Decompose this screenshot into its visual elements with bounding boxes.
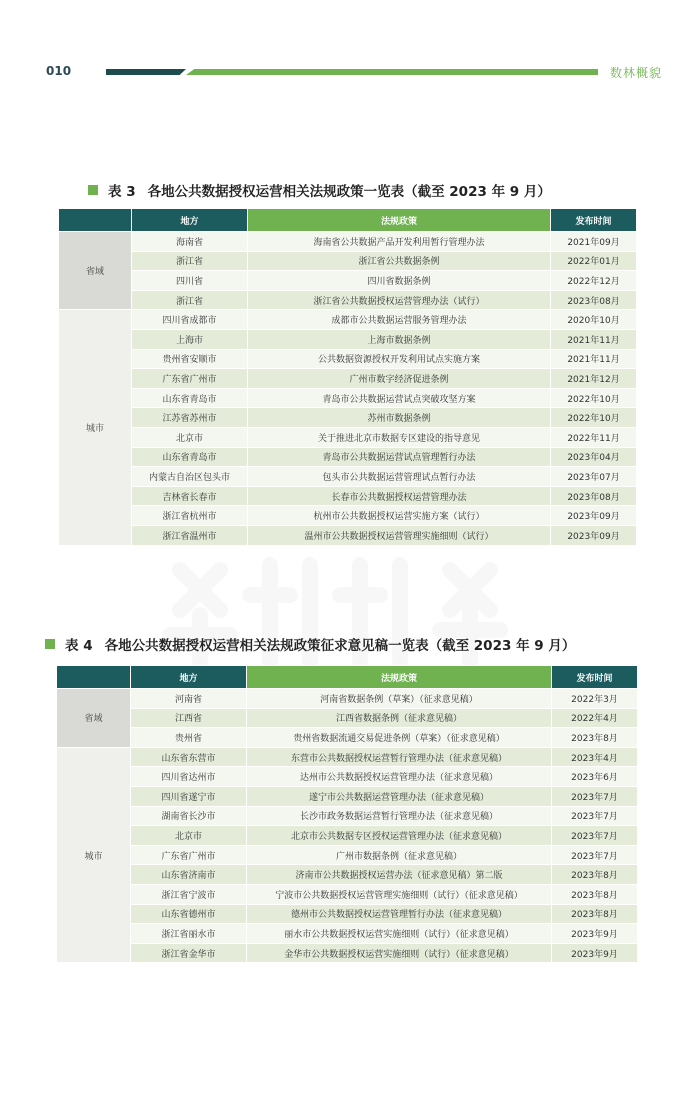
table-row (57, 689, 638, 709)
cell-policy: 贵州省数据流通交易促进条例（草案）（征求意见稿） (247, 728, 552, 748)
table-row (59, 271, 637, 291)
cell-policy: 浙江省公共数据授权运营管理办法（试行） (248, 290, 551, 310)
header-bar-dark (106, 69, 186, 75)
cell-place: 上海市 (132, 329, 248, 349)
cell-date: 2023年7月 (552, 826, 638, 846)
cell-date: 2023年8月 (552, 865, 638, 885)
table3-col-date: 发布时间 (551, 209, 637, 232)
cell-policy: 长春市公共数据授权运营管理办法 (248, 486, 551, 506)
cell-date: 2023年9月 (552, 943, 638, 963)
cell-place: 四川省 (132, 271, 248, 291)
cell-date: 2021年11月 (551, 349, 637, 369)
region-group-city: 城市 (57, 747, 131, 963)
cell-date: 2020年10月 (551, 310, 637, 330)
cell-policy: 广州市数据条例（征求意见稿） (247, 845, 552, 865)
cell-policy: 海南省公共数据产品开发利用暂行管理办法 (248, 232, 551, 252)
cell-place: 北京市 (131, 826, 247, 846)
cell-date: 2023年4月 (552, 747, 638, 767)
cell-place: 四川省达州市 (131, 767, 247, 787)
table-row (57, 826, 638, 846)
cell-policy: 济南市公共数据授权运营办法（征求意见稿）第二版 (247, 865, 552, 885)
cell-place: 浙江省杭州市 (132, 506, 248, 526)
cell-place: 贵州省 (131, 728, 247, 748)
section-title: 数林概貌 (610, 66, 663, 80)
table-row (57, 845, 638, 865)
table-row (59, 349, 637, 369)
cell-policy: 丽水市公共数据授权运营实施细则（试行）（征求意见稿） (247, 924, 552, 944)
cell-policy: 上海市数据条例 (248, 329, 551, 349)
cell-policy: 北京市公共数据专区授权运营管理办法（征求意见稿） (247, 826, 552, 846)
cell-policy: 公共数据资源授权开发利用试点实施方案 (248, 349, 551, 369)
table4-header-row (57, 666, 638, 689)
cell-place: 湖南省长沙市 (131, 806, 247, 826)
table-row (59, 310, 637, 330)
cell-date: 2022年10月 (551, 408, 637, 428)
table-row (59, 427, 637, 447)
cell-policy: 长沙市政务数据运营暂行管理办法（征求意见稿） (247, 806, 552, 826)
cell-place: 浙江省 (132, 251, 248, 271)
cell-place: 山东省青岛市 (132, 388, 248, 408)
cell-place: 四川省遂宁市 (131, 786, 247, 806)
table-row (57, 865, 638, 885)
cell-place: 海南省 (132, 232, 248, 252)
cell-policy: 包头市公共数据运营管理试点暂行办法 (248, 467, 551, 487)
cell-policy: 浙江省公共数据条例 (248, 251, 551, 271)
table-row (59, 232, 637, 252)
cell-place: 浙江省宁波市 (131, 884, 247, 904)
cell-place: 广东省广州市 (132, 369, 248, 389)
cell-place: 浙江省金华市 (131, 943, 247, 963)
cell-policy: 青岛市公共数据运营试点突破攻坚方案 (248, 388, 551, 408)
cell-date: 2022年11月 (551, 427, 637, 447)
table-row (59, 506, 637, 526)
cell-policy: 德州市公共数据授权运营管理暂行办法（征求意见稿） (247, 904, 552, 924)
table-row (59, 525, 637, 545)
table3 (58, 208, 637, 546)
table4-caption (45, 634, 575, 654)
cell-date: 2023年8月 (552, 884, 638, 904)
table-row (59, 388, 637, 408)
table-row (57, 708, 638, 728)
cell-date: 2023年8月 (552, 904, 638, 924)
cell-date: 2023年7月 (552, 786, 638, 806)
region-group-city: 城市 (59, 310, 132, 545)
table-row (57, 786, 638, 806)
region-group-province: 省域 (57, 689, 131, 748)
cell-place: 河南省 (131, 689, 247, 709)
cell-date: 2023年09月 (551, 525, 637, 545)
cell-place: 江苏省苏州市 (132, 408, 248, 428)
cell-place: 北京市 (132, 427, 248, 447)
table-row (57, 904, 638, 924)
cell-policy: 宁波市公共数据授权运营管理实施细则（试行）（征求意见稿） (247, 884, 552, 904)
cell-policy: 四川省数据条例 (248, 271, 551, 291)
cell-date: 2023年07月 (551, 467, 637, 487)
table-row (59, 369, 637, 389)
cell-date: 2023年7月 (552, 806, 638, 826)
cell-policy: 金华市公共数据授权运营实施细则（试行）（征求意见稿） (247, 943, 552, 963)
cell-policy: 关于推进北京市数据专区建设的指导意见 (248, 427, 551, 447)
table3-header-row (59, 209, 637, 232)
cell-place: 内蒙古自治区包头市 (132, 467, 248, 487)
cell-policy: 温州市公共数据授权运营管理实施细则（试行） (248, 525, 551, 545)
table-row (57, 943, 638, 963)
cell-place: 山东省青岛市 (132, 447, 248, 467)
table-row (59, 408, 637, 428)
cell-date: 2023年7月 (552, 845, 638, 865)
table-row (57, 767, 638, 787)
table4 (56, 665, 638, 963)
cell-date: 2023年08月 (551, 290, 637, 310)
table-row (57, 728, 638, 748)
cell-date: 2022年12月 (551, 271, 637, 291)
cell-policy: 遂宁市公共数据运营管理办法（征求意见稿） (247, 786, 552, 806)
cell-policy: 青岛市公共数据运营试点管理暂行办法 (248, 447, 551, 467)
cell-policy: 达州市公共数据授权运营管理办法（征求意见稿） (247, 767, 552, 787)
table-row (57, 747, 638, 767)
table-row (59, 467, 637, 487)
cell-date: 2022年4月 (552, 708, 638, 728)
cell-place: 广东省广州市 (131, 845, 247, 865)
cell-date: 2023年9月 (552, 924, 638, 944)
table-row (59, 290, 637, 310)
cell-date: 2023年8月 (552, 728, 638, 748)
cell-date: 2023年08月 (551, 486, 637, 506)
table4-col-place: 地方 (131, 666, 247, 689)
cell-date: 2023年6月 (552, 767, 638, 787)
table4-title: 各地公共数据授权运营相关法规政策征求意见稿一览表（截至 2023 年 9 月） (104, 638, 576, 654)
table3-col-place: 地方 (132, 209, 248, 232)
table4-col-region (57, 666, 131, 689)
cell-date: 2021年11月 (551, 329, 637, 349)
page-number: 010 (46, 64, 72, 78)
table-row (59, 486, 637, 506)
caption-square-icon (45, 639, 55, 649)
cell-place: 山东省济南市 (131, 865, 247, 885)
header-bar-green (186, 69, 598, 75)
cell-policy: 成都市公共数据运营服务管理办法 (248, 310, 551, 330)
table4-label: 表 4 (65, 638, 93, 654)
cell-place: 浙江省温州市 (132, 525, 248, 545)
cell-date: 2022年3月 (552, 689, 638, 709)
table-row (59, 329, 637, 349)
table-row (59, 251, 637, 271)
cell-policy: 江西省数据条例（征求意见稿） (247, 708, 552, 728)
cell-place: 浙江省 (132, 290, 248, 310)
cell-date: 2021年09月 (551, 232, 637, 252)
cell-date: 2021年12月 (551, 369, 637, 389)
cell-place: 山东省东营市 (131, 747, 247, 767)
table4-col-policy: 法规政策 (247, 666, 552, 689)
table3-caption (88, 180, 551, 200)
caption-square-icon (88, 185, 98, 195)
cell-place: 浙江省丽水市 (131, 924, 247, 944)
cell-date: 2023年04月 (551, 447, 637, 467)
cell-place: 四川省成都市 (132, 310, 248, 330)
table4-col-date: 发布时间 (552, 666, 638, 689)
cell-place: 山东省德州市 (131, 904, 247, 924)
cell-policy: 苏州市数据条例 (248, 408, 551, 428)
cell-place: 贵州省安顺市 (132, 349, 248, 369)
table-row (59, 447, 637, 467)
cell-policy: 杭州市公共数据授权运营实施方案（试行） (248, 506, 551, 526)
cell-date: 2023年09月 (551, 506, 637, 526)
table3-col-policy: 法规政策 (248, 209, 551, 232)
table3-col-region (59, 209, 132, 232)
table-row (57, 806, 638, 826)
cell-policy: 广州市数字经济促进条例 (248, 369, 551, 389)
table3-label: 表 3 (108, 184, 136, 200)
cell-policy: 河南省数据条例（草案）（征求意见稿） (247, 689, 552, 709)
cell-policy: 东营市公共数据授权运营暂行管理办法（征求意见稿） (247, 747, 552, 767)
cell-place: 江西省 (131, 708, 247, 728)
cell-place: 吉林省长春市 (132, 486, 248, 506)
cell-date: 2022年01月 (551, 251, 637, 271)
region-group-province: 省域 (59, 232, 132, 310)
table-row (57, 924, 638, 944)
table3-title: 各地公共数据授权运营相关法规政策一览表（截至 2023 年 9 月） (147, 184, 551, 200)
cell-date: 2022年10月 (551, 388, 637, 408)
table-row (57, 884, 638, 904)
